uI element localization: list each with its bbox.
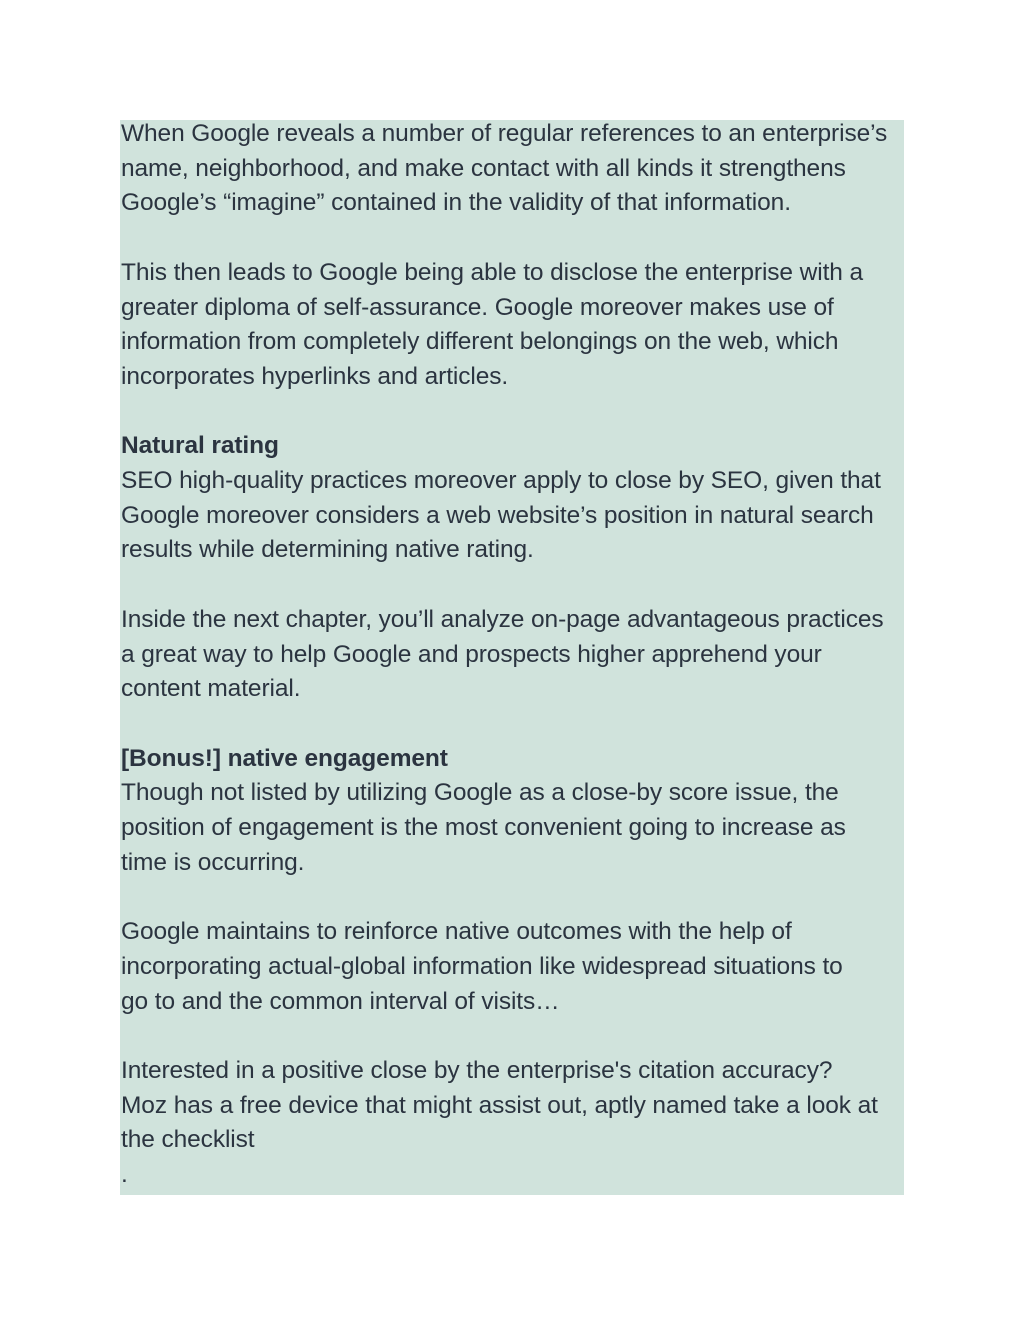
paragraph-line: go to and the common interval of visits… (121, 987, 560, 1015)
paragraph-line: information from completely different belongings on the web, which (121, 328, 839, 356)
paragraph-7 (121, 1054, 911, 1193)
paragraph-line: incorporates hyperlinks and articles. (121, 362, 509, 390)
section-heading-natural-rating: Natural rating (121, 432, 279, 460)
paragraph-line: results while determining native rating. (121, 536, 534, 564)
paragraph-line: Google’s “imagine” contained in the validity of that information. (121, 189, 791, 217)
paragraph-line: Though not listed by utilizing Google as a close-by score issue, the (121, 779, 839, 807)
paragraph-line: When Google reveals a number of regular references to an enterprise’s (121, 120, 888, 147)
trailing-period: . (121, 1161, 128, 1188)
paragraph-line: Google moreover considers a web website’s position in natural search (121, 501, 874, 529)
section-heading-native-engagement: [Bonus!] native engagement (121, 744, 448, 772)
paragraph-line: position of engagement is the most convenient going to increase as (121, 814, 846, 841)
paragraph-4 (121, 603, 911, 707)
paragraph-line: Inside the next chapter, you’ll analyze on-page advantageous practices (121, 605, 884, 633)
paragraph-5 (121, 742, 911, 881)
paragraph-1 (121, 117, 911, 221)
paragraph-line: time is occurring. (121, 848, 305, 876)
paragraph-line: greater diploma of self-assurance. Google moreover makes use of (121, 293, 834, 321)
paragraph-line: a great way to help Google and prospects higher apprehend your (121, 640, 822, 668)
paragraph-line: name, neighborhood, and make contact with all kinds it strengthens (121, 154, 846, 182)
paragraph-line: SEO high-quality practices moreover apply to close by SEO, given that (121, 467, 881, 494)
paragraph-line: Interested in a positive close by the enterprise's citation accuracy? (121, 1056, 833, 1084)
paragraph-3 (121, 429, 911, 568)
paragraph-2 (121, 256, 911, 395)
paragraph-line: incorporating actual-global information like widespread situations to (121, 952, 843, 980)
paragraph-line: content material. (121, 675, 301, 703)
document-body (121, 117, 911, 1193)
paragraph-6 (121, 915, 911, 1019)
paragraph-line: the checklist (121, 1126, 255, 1154)
paragraph-line: This then leads to Google being able to disclose the enterprise with a (121, 258, 864, 286)
paragraph-line: Google maintains to reinforce native outcomes with the help of (121, 918, 792, 946)
paragraph-line: Moz has a free device that might assist out, aptly named take a look at (121, 1091, 878, 1119)
